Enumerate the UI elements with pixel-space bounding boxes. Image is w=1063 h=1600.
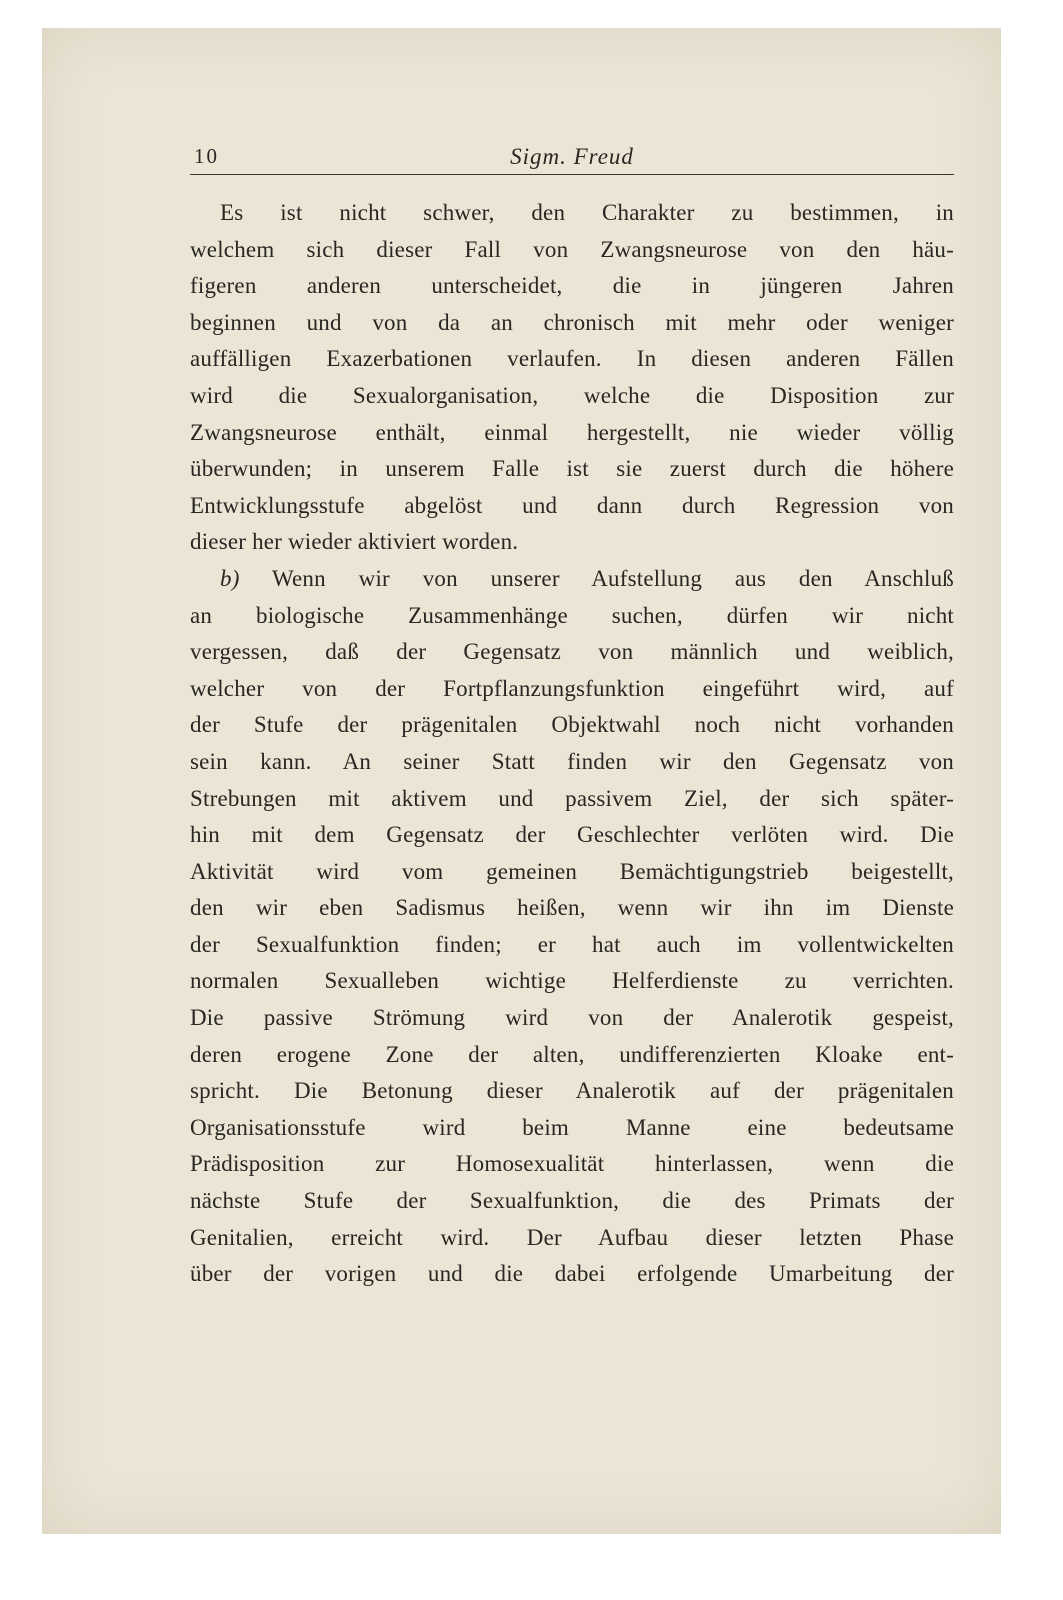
text-line: auffälligen Exazerbationen verlaufen. In diesen anderen Fällen — [190, 346, 954, 372]
book-page — [190, 140, 954, 1293]
paragraph-1 — [190, 195, 954, 561]
section-marker: b) — [220, 565, 240, 591]
text-line: Entwicklungsstufe abgelöst und dann durch Regression von — [190, 492, 954, 518]
text-line: Die passive Strömung wird von der Analerotik gespeist, — [190, 1005, 954, 1031]
paragraph-2 — [190, 561, 954, 1293]
text-line: hin mit dem Gegensatz der Geschlechter verlöten wird. Die — [190, 822, 954, 848]
text-line: sein kann. An seiner Statt finden wir den Gegensatz von — [190, 748, 954, 774]
text-line: nächste Stufe der Sexualfunktion, die des Primats der — [190, 1188, 954, 1214]
text-line: beginnen und von da an chronisch mit mehr oder weniger — [190, 309, 954, 335]
text-line: überwunden; in unserem Falle ist sie zuerst durch die höhere — [190, 456, 954, 482]
text-line: Zwangsneurose enthält, einmal hergestellt, nie wieder völlig — [190, 419, 954, 445]
text-line: der Sexualfunktion finden; er hat auch im vollentwickelten — [190, 931, 954, 957]
text-line: welchem sich dieser Fall von Zwangsneurose von den häu- — [190, 236, 954, 262]
running-head — [190, 140, 954, 175]
text-line-first-rest: Wenn wir von unserer Aufstellung aus den Anschluß — [271, 565, 954, 591]
text-line: deren erogene Zone der alten, undifferenzierten Kloake ent- — [190, 1041, 954, 1067]
text-line: Strebungen mit aktivem und passivem Ziel, der sich später- — [190, 785, 954, 811]
text-line: dieser her wieder aktiviert worden. — [190, 529, 519, 555]
text-line: Genitalien, erreicht wird. Der Aufbau dieser letzten Phase — [190, 1224, 954, 1250]
text-line: an biologische Zusammenhänge suchen, dürfen wir nicht — [190, 602, 954, 628]
text-line: Aktivität wird vom gemeinen Bemächtigungstrieb beigestellt, — [190, 858, 954, 884]
text-line: der Stufe der prägenitalen Objektwahl noch nicht vorhanden — [190, 712, 954, 738]
text-line: welcher von der Fortpflanzungsfunktion eingeführt wird, auf — [190, 675, 954, 701]
text-line: spricht. Die Betonung dieser Analerotik auf der prägenitalen — [190, 1078, 954, 1104]
text-line: Es ist nicht schwer, den Charakter zu bestimmen, in — [220, 200, 954, 225]
text-line: vergessen, daß der Gegensatz von männlich und weiblich, — [190, 639, 954, 665]
page-number: 10 — [194, 144, 219, 168]
body-text — [190, 195, 954, 1293]
text-line: normalen Sexualleben wichtige Helferdienste zu verrichten. — [190, 968, 954, 994]
text-line: den wir eben Sadismus heißen, wenn wir ihn im Dienste — [190, 895, 954, 921]
text-line: figeren anderen unterscheidet, die in jüngeren Jahren — [190, 273, 954, 299]
text-line: Prädisposition zur Homosexualität hinterlassen, wenn die — [190, 1151, 954, 1177]
text-line: über der vorigen und die dabei erfolgende Umarbeitung der — [190, 1261, 954, 1287]
text-line-first — [190, 561, 954, 598]
text-line: Organisationsstufe wird beim Manne eine bedeutsame — [190, 1114, 954, 1140]
running-title: Sigm. Freud — [510, 144, 634, 169]
text-line: wird die Sexualorganisation, welche die Disposition zur — [190, 382, 954, 408]
